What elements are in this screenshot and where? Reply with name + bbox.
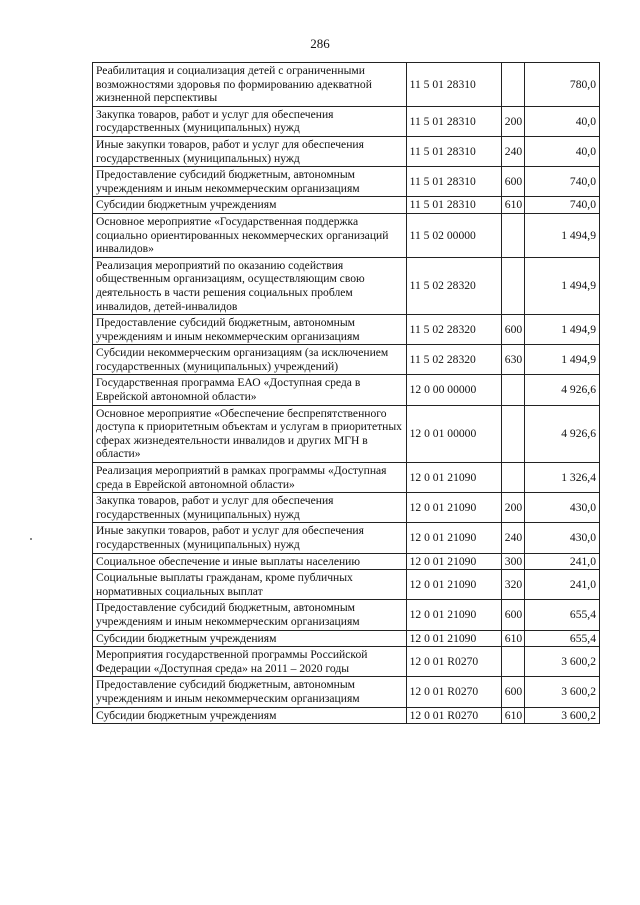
row-expense-type-cell (501, 375, 524, 405)
row-amount-cell: 3 600,2 (524, 647, 599, 677)
row-code-cell: 11 5 01 28310 (406, 197, 501, 214)
table-row (93, 677, 600, 707)
row-amount-cell: 1 494,9 (524, 345, 599, 375)
row-amount-cell: 1 494,9 (524, 213, 599, 257)
row-code-cell: 12 0 01 00000 (406, 405, 501, 462)
table-row (93, 647, 600, 677)
row-name-cell: Реализация мероприятий в рамках программы «Доступная среда в Еврейской автономной области» (93, 463, 407, 493)
row-amount-cell: 40,0 (524, 136, 599, 166)
row-amount-cell: 241,0 (524, 553, 599, 570)
row-name-cell: Социальное обеспечение и иные выплаты населению (93, 553, 407, 570)
row-name-cell: Субсидии бюджетным учреждениям (93, 707, 407, 724)
row-code-cell: 11 5 01 28310 (406, 63, 501, 107)
row-amount-cell: 430,0 (524, 493, 599, 523)
table-row (93, 600, 600, 630)
row-code-cell: 12 0 01 21090 (406, 570, 501, 600)
row-amount-cell: 4 926,6 (524, 405, 599, 462)
row-amount-cell: 1 494,9 (524, 257, 599, 314)
row-name-cell: Субсидии некоммерческим организациям (за исключением государственных (муниципальных) учреждений) (93, 345, 407, 375)
row-expense-type-cell (501, 213, 524, 257)
row-expense-type-cell: 240 (501, 136, 524, 166)
table-row (93, 570, 600, 600)
row-expense-type-cell (501, 647, 524, 677)
table-row (93, 345, 600, 375)
row-expense-type-cell: 300 (501, 553, 524, 570)
row-expense-type-cell: 320 (501, 570, 524, 600)
row-name-cell: Иные закупки товаров, работ и услуг для обеспечения государственных (муниципальных) нужд (93, 523, 407, 553)
row-name-cell: Основное мероприятие «Обеспечение беспрепятственного доступа к приоритетным объектам и услугам в приоритетных сферах жизнедеятельности инвалидов и других МГН в области» (93, 405, 407, 462)
row-expense-type-cell: 600 (501, 167, 524, 197)
row-name-cell: Социальные выплаты гражданам, кроме публичных нормативных социальных выплат (93, 570, 407, 600)
row-code-cell: 11 5 01 28310 (406, 106, 501, 136)
row-name-cell: Государственная программа ЕАО «Доступная среда в Еврейской автономной области» (93, 375, 407, 405)
row-code-cell: 12 0 01 R0270 (406, 677, 501, 707)
row-amount-cell: 655,4 (524, 600, 599, 630)
row-expense-type-cell: 240 (501, 523, 524, 553)
row-expense-type-cell: 200 (501, 106, 524, 136)
table-row (93, 63, 600, 107)
row-expense-type-cell: 200 (501, 493, 524, 523)
table-row (93, 523, 600, 553)
row-name-cell: Субсидии бюджетным учреждениям (93, 197, 407, 214)
margin-mark (30, 538, 32, 540)
row-expense-type-cell: 600 (501, 677, 524, 707)
table-row (93, 106, 600, 136)
row-expense-type-cell (501, 63, 524, 107)
row-code-cell: 11 5 01 28310 (406, 136, 501, 166)
row-name-cell: Предоставление субсидий бюджетным, автономным учреждениям и иным некоммерческим организациям (93, 677, 407, 707)
row-code-cell: 12 0 00 00000 (406, 375, 501, 405)
row-expense-type-cell: 610 (501, 630, 524, 647)
row-amount-cell: 241,0 (524, 570, 599, 600)
table-row (93, 630, 600, 647)
row-code-cell: 12 0 01 21090 (406, 493, 501, 523)
row-amount-cell: 430,0 (524, 523, 599, 553)
row-code-cell: 11 5 02 28320 (406, 315, 501, 345)
row-amount-cell: 655,4 (524, 630, 599, 647)
row-amount-cell: 3 600,2 (524, 677, 599, 707)
row-name-cell: Предоставление субсидий бюджетным, автономным учреждениям и иным некоммерческим организациям (93, 315, 407, 345)
row-amount-cell: 3 600,2 (524, 707, 599, 724)
row-amount-cell: 40,0 (524, 106, 599, 136)
row-name-cell: Предоставление субсидий бюджетным, автономным учреждениям и иным некоммерческим организациям (93, 600, 407, 630)
row-expense-type-cell: 610 (501, 707, 524, 724)
table-row (93, 375, 600, 405)
row-code-cell: 11 5 02 28320 (406, 257, 501, 314)
row-name-cell: Реализация мероприятий по оказанию содействия общественным организациям, осуществляющим свою деятельность в части решения социальных проблем инвалидов, детей-инвалидов (93, 257, 407, 314)
row-code-cell: 12 0 01 21090 (406, 553, 501, 570)
row-name-cell: Закупка товаров, работ и услуг для обеспечения государственных (муниципальных) нужд (93, 106, 407, 136)
row-amount-cell: 780,0 (524, 63, 599, 107)
row-code-cell: 12 0 01 R0270 (406, 707, 501, 724)
row-code-cell: 12 0 01 21090 (406, 523, 501, 553)
row-expense-type-cell: 610 (501, 197, 524, 214)
row-expense-type-cell: 630 (501, 345, 524, 375)
table-row (93, 315, 600, 345)
row-code-cell: 12 0 01 21090 (406, 600, 501, 630)
table-row (93, 553, 600, 570)
row-amount-cell: 1 326,4 (524, 463, 599, 493)
table-row (93, 136, 600, 166)
row-code-cell: 11 5 02 00000 (406, 213, 501, 257)
budget-table-body (93, 63, 600, 724)
row-code-cell: 12 0 01 21090 (406, 630, 501, 647)
table-row (93, 213, 600, 257)
table-row (93, 405, 600, 462)
row-name-cell: Иные закупки товаров, работ и услуг для обеспечения государственных (муниципальных) нужд (93, 136, 407, 166)
row-amount-cell: 1 494,9 (524, 315, 599, 345)
row-code-cell: 11 5 01 28310 (406, 167, 501, 197)
row-expense-type-cell: 600 (501, 315, 524, 345)
row-code-cell: 12 0 01 R0270 (406, 647, 501, 677)
row-name-cell: Закупка товаров, работ и услуг для обеспечения государственных (муниципальных) нужд (93, 493, 407, 523)
row-amount-cell: 740,0 (524, 167, 599, 197)
table-row (93, 707, 600, 724)
row-expense-type-cell (501, 463, 524, 493)
page-number: 286 (310, 36, 330, 51)
row-name-cell: Предоставление субсидий бюджетным, автономным учреждениям и иным некоммерческим организациям (93, 167, 407, 197)
row-code-cell: 11 5 02 28320 (406, 345, 501, 375)
table-row (93, 167, 600, 197)
table-row (93, 197, 600, 214)
row-expense-type-cell (501, 405, 524, 462)
row-code-cell: 12 0 01 21090 (406, 463, 501, 493)
table-row (93, 493, 600, 523)
row-amount-cell: 4 926,6 (524, 375, 599, 405)
row-name-cell: Мероприятия государственной программы Российской Федерации «Доступная среда» на 2011 – 2020 годы (93, 647, 407, 677)
row-name-cell: Субсидии бюджетным учреждениям (93, 630, 407, 647)
row-name-cell: Основное мероприятие «Государственная поддержка социально ориентированных некоммерческих организаций инвалидов» (93, 213, 407, 257)
budget-table (92, 62, 600, 724)
row-expense-type-cell (501, 257, 524, 314)
table-row (93, 463, 600, 493)
table-row (93, 257, 600, 314)
row-name-cell: Реабилитация и социализация детей с ограниченными возможностями здоровья по формированию адекватной жизненной перспективы (93, 63, 407, 107)
row-expense-type-cell: 600 (501, 600, 524, 630)
row-amount-cell: 740,0 (524, 197, 599, 214)
